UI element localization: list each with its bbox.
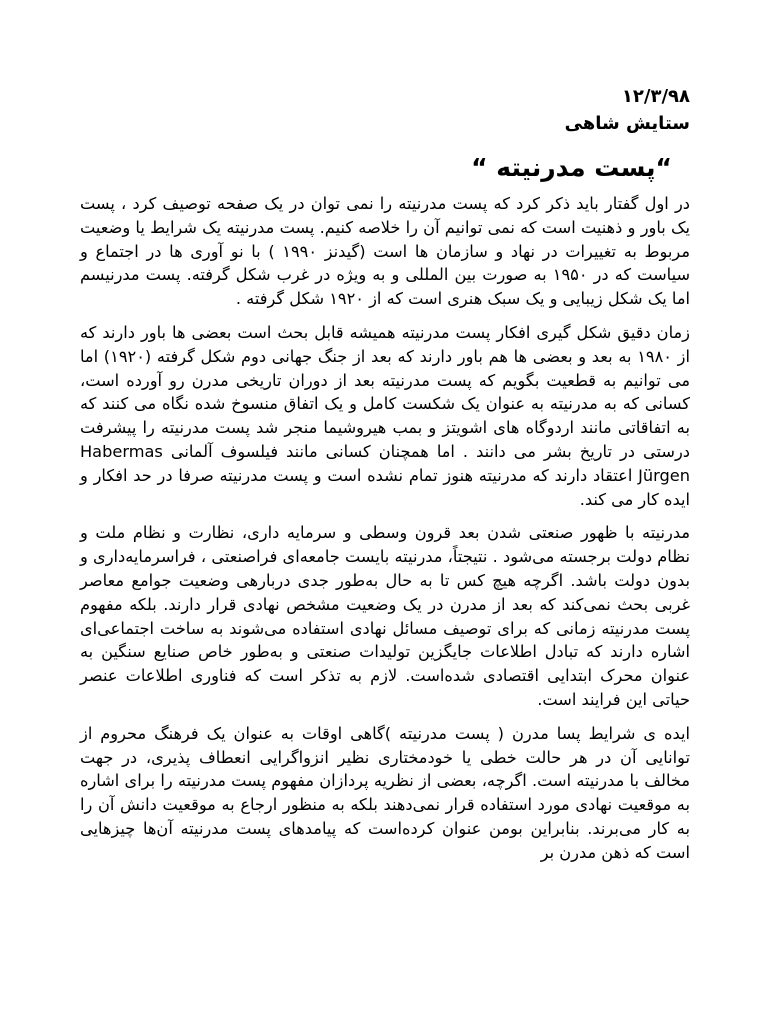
paragraph-1: در اول گفتار باید ذکر کرد که پست مدرنیته را نمی توان در یک صفحه توصیف کرد ، پست یک باور و ذهنیت است که نمی توانیم آن را خلاصه کنیم. پست مدرنیته یک شرایط یا وضعیت مربوط به تغییرات در نهاد و سازمان ها است (گیدنز ۱۹۹۰ ) با نو آوری ها در اجتماع و سیاست که در ۱۹۵۰ به صورت بین المللی و به ویژه در غرب شکل گرفته. پست مدرنیسم اما یک شکل زیبایی و یک سبک هنری است که از ۱۹۲۰ شکل گرفته . <box>80 194 691 309</box>
document-date: ۱۲/۳/۹۸ <box>621 86 690 107</box>
document-page <box>80 84 690 875</box>
paragraph-3: مدرنیته با ظهور صنعتی شدن بعد قرون وسطی و سرمایه داری، نظارت و نظام ملت و نظام دولت برجسته می‌شود . نتیجتاً، مدرنیته بایست جامعه‌ای فراصنعتی ، فراسرمایه‌داری و بدون دولت باشد. اگرچه هیچ کس تا به حال به‌طور جدی دربارهی وضعیت جوامع معاصر غربی بحث نمی‌کند که بعد از مدرن در یک وضعیت مشخص نهادی قرار دارند. بلکه مفهوم پست مدرنیته زمانی که برای توصیف مسائل نهادی استفاده می‌شوند به ساخت اجتماعی‌ای اشاره دارند که تبادل اطلاعات جایگزین تولیدات صنعتی و به‌طور خاص صنایع سنگین به عنوان محرک ابتدایی اقتصادی شده‌است. لازم به تذکر است که فناوری اطلاعات عنصر حیاتی این فرایند است. <box>80 523 690 709</box>
paragraph-2: زمان دقیق شکل گیری افکار پست مدرنیته همیشه قابل بحث است بعضی ها باور دارند که از ۱۹۸۰ به بعد و بعضی ها هم باور دارند که بعد از جنگ جهانی دوم شکل گرفته (۱۹۲۰) اما می توانیم به قطعیت بگویم که پست مدرنیته بعد از دوران تاریخی مدرن رو آورده است، کسانی که به مدرنیته به عنوان یک شکست کامل و یک اتفاق منسوخ شده نگاه می کنند که به اتفاقاتی مانند اردوگاه های اشویتز و بمب هیروشیما منجر شد پست مدرنیته را پیشرفت درستی در تاریخ بشر می دانند . اما همچنان کسانی مانند فیلسوف آلمانی Habermas Jürgen اعتقاد دارند که مدرنیته هنوز تمام نشده است و پست مدرنیته صرفا در حد افکار و ایده کار می کند. <box>80 322 690 509</box>
document-title: “پست مدرنیته “ <box>471 153 672 182</box>
paragraph-4: ایده ی شرایط پسا مدرن ( پست مدرنیته )گاهی اوقات به عنوان یک فرهنگ محروم از توانایی آن در هر حالت خطی یا خودمختاری نظیر انزواگرایی انعطاف پذیری، در جهت مخالف با مدرنیته است. اگرچه، بعضی از نظریه پردازان مفهوم پست مدرنیته را برای اشاره به موقعیت نهادی مورد استفاده قرار نمی‌دهند بلکه به منظور ارجاع به موقعیت دانش آن را به کار می‌برند. بنابراین بومن عنوان کرده‌است که پیامدهای پست مدرنیته آن‌ها چیزهایی است که ذهن مدرن بر <box>80 723 690 862</box>
author-name: ستایش شاهی <box>564 113 690 134</box>
